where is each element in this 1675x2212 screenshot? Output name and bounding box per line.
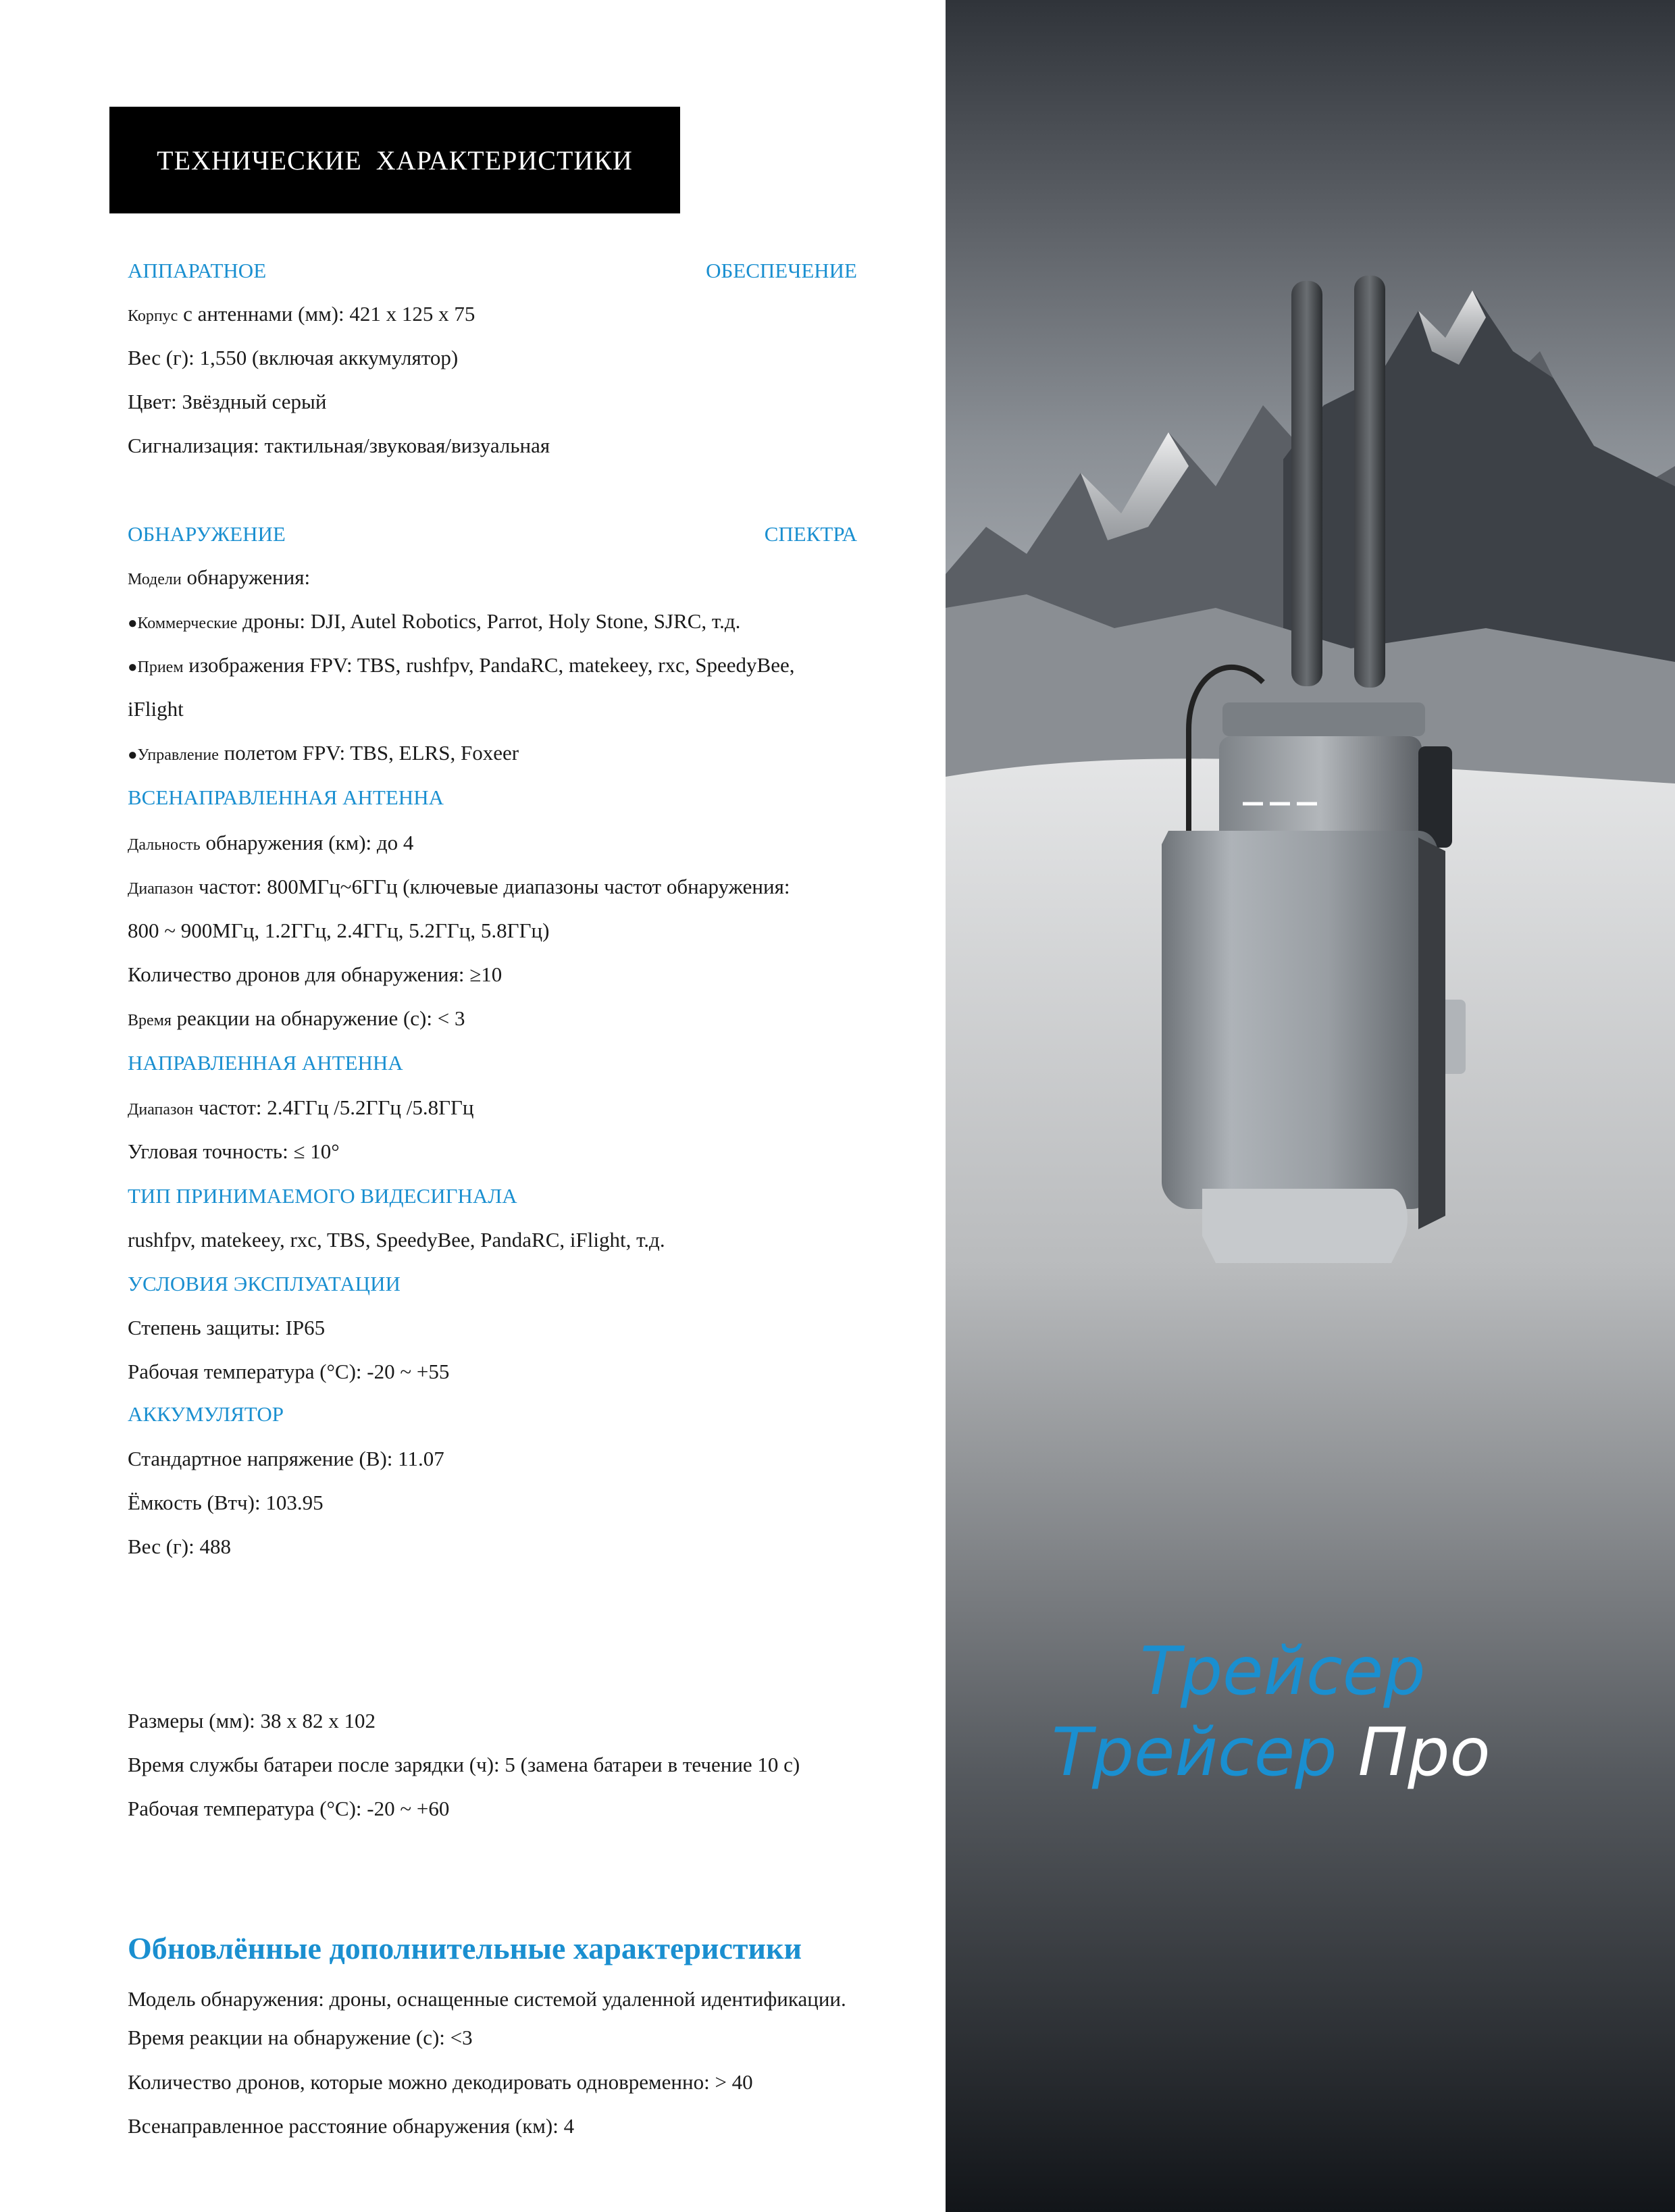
omni-freq-prefix: Диапазон — [128, 880, 194, 898]
product-name-2-suffix: Про — [1358, 1714, 1491, 1791]
battery-dimensions: Размеры (мм): 38 x 82 x 102 — [128, 1709, 376, 1732]
video-heading-text: ТИП ПРИНИМАЕМОГО ВИДЕСИГНАЛА — [128, 1184, 517, 1208]
omni-frequency-cont: 800 ~ 900МГц, 1.2ГГц, 2.4ГГц, 5.2ГГц, 5.8ГГц) — [128, 919, 550, 942]
battery-voltage: Стандартное напряжение (В): 11.07 — [128, 1447, 444, 1470]
hardware-heading-right: ОБЕСПЕЧЕНИЕ — [706, 259, 857, 282]
page-title-text: ТЕХНИЧЕСКИЕ ХАРАКТЕРИСТИКИ — [157, 145, 633, 176]
video-heading — [128, 1184, 857, 1208]
updated-model: Модель обнаружения: дроны, оснащенные системой удаленной идентификации. — [128, 1987, 846, 2011]
hardware-heading-left: АППАРАТНОЕ — [128, 259, 267, 282]
battery-temperature: Рабочая температура (°C): -20 ~ +60 — [128, 1797, 450, 1820]
omni-drone-count: Количество дронов для обнаружения: ≥10 — [128, 962, 502, 986]
hardware-body-size — [128, 302, 904, 326]
conditions-heading — [128, 1272, 857, 1296]
spectrum-item3-rest: полетом FPV: TBS, ELRS, Foxeer — [218, 741, 519, 765]
conditions-protection: Степень защиты: IP65 — [128, 1316, 326, 1339]
spectrum-models — [128, 565, 904, 590]
updated-heading: Обновлённые дополнительные характеристики — [128, 1931, 802, 1965]
omni-frequency — [128, 875, 904, 899]
page-title — [109, 107, 680, 213]
spectrum-item-fpv-control — [128, 741, 904, 765]
omni-time-prefix: Время — [128, 1012, 172, 1029]
battery-heading — [128, 1402, 857, 1426]
hardware-weight: Вес (г): 1,550 (включая аккумулятор) — [128, 346, 459, 369]
battery-life: Время службы батареи после зарядки (ч): 5 (замена батареи в течение 10 с) — [128, 1753, 800, 1776]
spectrum-item2-rest: изображения FPV: TBS, rushfpv, PandaRC, matekeey, rxc, SpeedyBee, — [183, 653, 795, 677]
updated-response-time: Время реакции на обнаружение (с): <3 — [128, 2026, 473, 2049]
hardware-color: Цвет: Звёздный серый — [128, 390, 327, 413]
spectrum-heading — [128, 522, 857, 546]
hardware-alarm: Сигнализация: тактильная/звуковая/визуальная — [128, 434, 550, 457]
omni-freq-rest: частот: 800МГц~6ГГц (ключевые диапазоны частот обнаружения: — [193, 875, 790, 898]
omni-heading-text: ВСЕНАПРАВЛЕННАЯ АНТЕННА — [128, 786, 444, 809]
video-list: rushfpv, matekeey, rxc, TBS, SpeedyBee, PandaRC, iFlight, т.д. — [128, 1228, 665, 1252]
product-illustration — [946, 0, 1675, 2212]
spectrum-item2-prefix: ●Прием — [128, 659, 184, 676]
omni-range-prefix: Дальность — [128, 836, 201, 854]
updated-decode-count: Количество дронов, которые можно декодировать одновременно: > 40 — [128, 2070, 753, 2094]
spectrum-item-commercial — [128, 609, 904, 634]
product-name-2-base: Трейсер — [1052, 1714, 1337, 1791]
spectrum-item1-rest: дроны: DJI, Autel Robotics, Parrot, Holy Stone, SJRC, т.д. — [237, 609, 741, 633]
conditions-heading-text: УСЛОВИЯ ЭКСПЛУАТАЦИИ — [128, 1272, 401, 1295]
spectrum-heading-left: ОБНАРУЖЕНИЕ — [128, 522, 286, 546]
product-image-panel — [946, 0, 1675, 2212]
spectrum-models-prefix: Модели — [128, 571, 182, 588]
conditions-temperature: Рабочая температура (°C): -20 ~ +55 — [128, 1360, 450, 1383]
spectrum-heading-right: СПЕКТРА — [764, 522, 857, 546]
updated-distance: Всенаправленное расстояние обнаружения (км): 4 — [128, 2114, 575, 2138]
omni-range-rest: обнаружения (км): до 4 — [200, 831, 414, 854]
product-name-tracer-pro — [1052, 1714, 1490, 1791]
battery-weight: Вес (г): 488 — [128, 1535, 231, 1558]
directional-freq-prefix: Диапазон — [128, 1101, 194, 1118]
spectrum-item3-prefix: ●Управление — [128, 746, 219, 764]
product-name-tracer: Трейсер — [1140, 1633, 1426, 1710]
hardware-body-rest: с антеннами (мм): 421 x 125 x 75 — [178, 302, 475, 326]
omni-time-rest: реакции на обнаружение (с): < 3 — [171, 1006, 465, 1030]
hardware-heading — [128, 259, 857, 283]
battery-heading-text: АККУМУЛЯТОР — [128, 1402, 284, 1426]
directional-heading-text: НАПРАВЛЕННАЯ АНТЕННА — [128, 1051, 403, 1075]
hardware-body-prefix: Корпус — [128, 307, 178, 325]
directional-frequency — [128, 1096, 904, 1120]
directional-heading — [128, 1051, 857, 1075]
omni-heading — [128, 786, 857, 810]
spectrum-item-fpv-image-cont: iFlight — [128, 697, 184, 721]
battery-capacity: Ёмкость (Втч): 103.95 — [128, 1491, 324, 1514]
omni-range — [128, 831, 904, 855]
directional-accuracy: Угловая точность: ≤ 10° — [128, 1139, 340, 1163]
spectrum-models-rest: обнаружения: — [181, 565, 311, 589]
spectrum-item-fpv-image — [128, 653, 904, 677]
spectrum-item1-prefix: ●Коммерческие — [128, 615, 238, 632]
directional-freq-rest: частот: 2.4ГГц /5.2ГГц /5.8ГГц — [193, 1096, 474, 1119]
omni-response-time — [128, 1006, 904, 1031]
